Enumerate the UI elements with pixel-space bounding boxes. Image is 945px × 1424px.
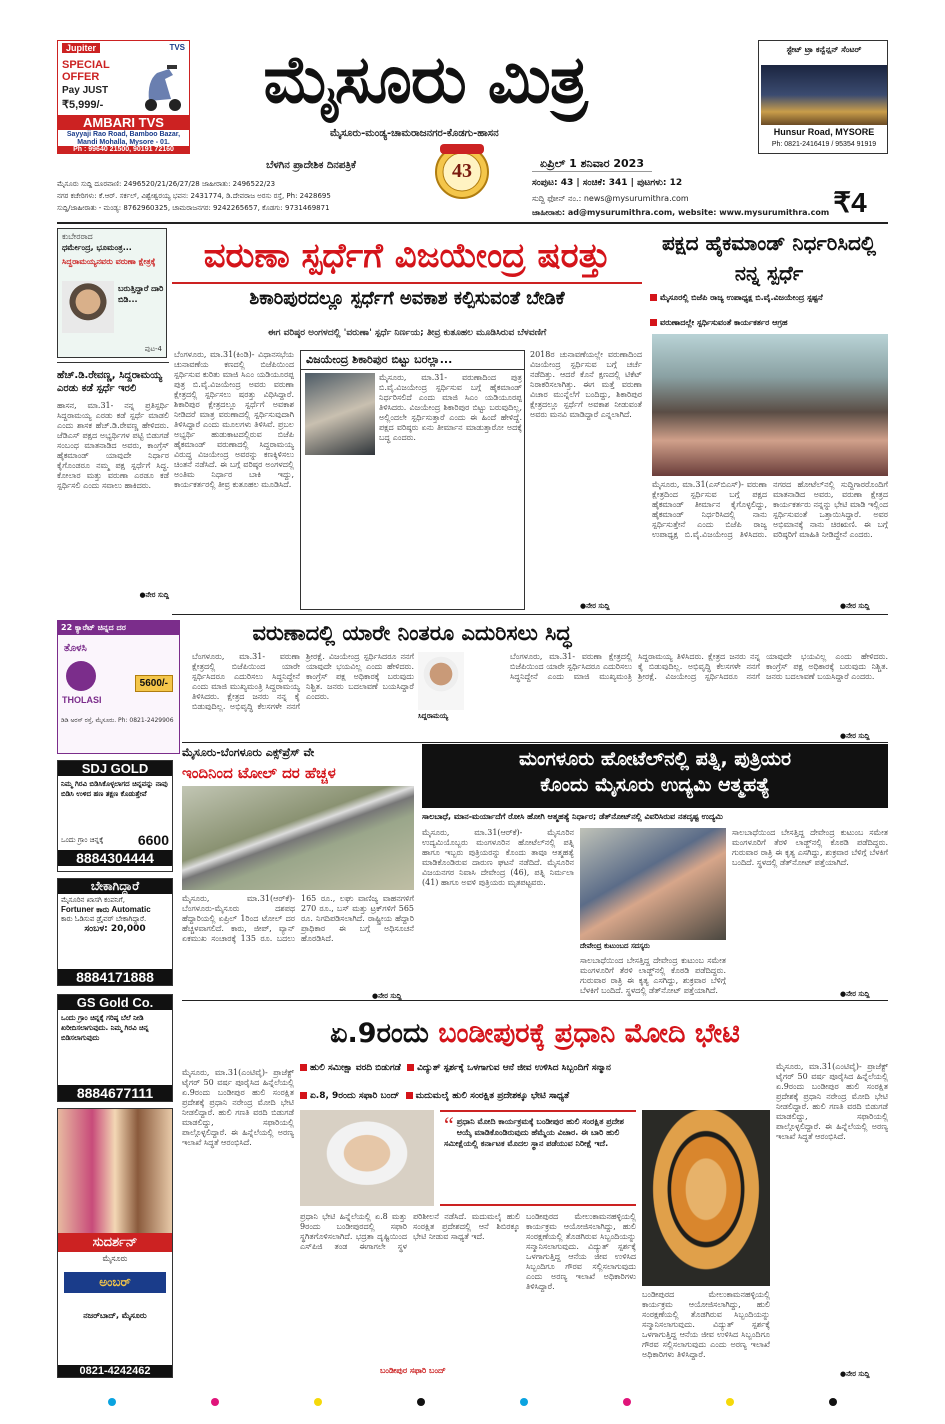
lead-inset	[300, 350, 525, 610]
story2-photo-wrap	[418, 652, 506, 734]
ambar-name: ಅಂಬರ್	[64, 1272, 166, 1293]
side-story-body: ಹಾಸನ, ಮಾ.31- ನನ್ನ ಪ್ರತಿಸ್ಪರ್ಧಿ ಸಿದ್ದರಾಮಯ್ಯ ಎರಡು ಕಡೆ ಸ್ಪರ್ಧೆ ಮಾಡಲಿ ಎಂದು ಶಾಸಕ ಹೆಚ್.ಡಿ.ರೇವಣ್ಣ ಹೇಳಿದರು. ಜೆಡಿಎಸ್ ಪಕ್ಷದ ಅಭ್ಯರ್ಥಿಗಳ ಪಟ್ಟಿ ಬಿಡುಗಡೆ ಸಂಬಂಧ ಮಾತನಾಡಿದ ಅವರು, ಕಾಂಗ್ರೆಸ್ ಹೈಕಮಾಂಡ್ ಯಾವುದೇ ನಿರ್ಧಾರ ಕೈಗೊಂಡರೂ ನಮ್ಮ ಪಕ್ಷ ಸ್ಪರ್ಧೆಗೆ ಸಿದ್ಧ. ಕೋಲಾರ ಮತ್ತು ವರುಣಾ ಎರಡೂ ಕಡೆ ಸ್ಪರ್ಧಿಸಲಿ ಎಂದು ಸವಾಲು ಹಾಕಿದರು.	[57, 401, 169, 490]
sdj-rate-row	[58, 832, 172, 848]
toll-headline: ಇಂದಿನಿಂದ ಟೋಲ್ ದರ ಹೆಚ್ಚಳ	[182, 764, 336, 782]
tholasi-logo-icon	[66, 661, 96, 691]
sudarshan-sub: ಮೈಸೂರು	[102, 1254, 128, 1263]
modi-bullet-2: ವಿದ್ಯುತ್ ಸ್ಪರ್ಶಕ್ಕೆ ಒಳಗಾಗುವ ಆನೆ ಜೀವ ಉಳಿಸಿದ ಸಿಬ್ಬಂದಿಗೆ ಸನ್ಮಾನ	[417, 1063, 611, 1073]
left-box-name: ಸಿದ್ದರಾಮಯ್ಯನವರು ವರುಣಾ ಕ್ಷೇತ್ರಕ್ಕೆ	[62, 257, 156, 266]
suicide-deck: ಸಾಲಬಾಧೆ, ಮಾನ-ಮರ್ಯಾದೆಗೆ ರೋಸಿ ಹೋಗಿ ಆತ್ಮಹತ್ಯೆ ನಿರ್ಧಾರ; ಡೆತ್‌ನೋಟ್‌ನಲ್ಲಿ ವಿವರಿಸಿರುವ ನತದೃಷ್ಟ ಉದ್ಯಮಿ	[422, 812, 723, 821]
tvs-phone: Ph : 99640 21500, 90191 72160	[58, 146, 189, 153]
color-registration-marks	[0, 1398, 945, 1408]
gold-ad-brand-en: THOLASI	[62, 695, 102, 705]
lead-body-1: ಬೆಂಗಳೂರು, ಮಾ.31(ಕಿಂಡಿ)- ವಿಧಾನಸಭೆಯ ಚುನಾವಣೆಯ ಕಣದಲ್ಲಿ ಬಿಜೆಪಿಯಿಂದ ಸ್ಪರ್ಧಿಸುವ ಕುರಿತು ಮಾಜಿ ಸಿಎಂ ಯಡಿಯೂರಪ್ಪ ಪುತ್ರ ಬಿ.ವೈ.ವಿಜಯೇಂದ್ರ ಅವರು ವರುಣಾ ಕ್ಷೇತ್ರದಲ್ಲಿ ಸ್ಪರ್ಧಿಸಲು ಷರತ್ತು ವಿಧಿಸಿದ್ದಾರೆ. ಶಿಕಾರಿಪುರ ಕ್ಷೇತ್ರದಲ್ಲೂ ಸ್ಪರ್ಧೆಗೆ ಅವಕಾಶ ನೀಡಿದರೆ ಮಾತ್ರ ವರುಣಾದಲ್ಲಿ ಸ್ಪರ್ಧಿಸುವುದಾಗಿ ತಿಳಿಸಿದ್ದಾರೆ ಎಂದು ಮೂಲಗಳು ತಿಳಿಸಿವೆ. ಪ್ರಬಲ ಅಭ್ಯರ್ಥಿ ಹುಡುಕಾಟದಲ್ಲಿರುವ ಬಿಜೆಪಿ ಹೈಕಮಾಂಡ್ ವರುಣಾದಲ್ಲಿ ಸಿದ್ದರಾಮಯ್ಯ ವಿರುದ್ಧ ವಿಜಯೇಂದ್ರ ಅವರನ್ನು ಕಣಕ್ಕಿಳಿಸಲು ಚಿಂತನೆ ನಡೆಸಿದೆ. ಈ ಬಗ್ಗೆ ವರಿಷ್ಠರ ಅಂಗಳದಲ್ಲಿ ಅಂತಿಮ ನಿರ್ಧಾರ ಬಾಕಿ ಇದ್ದು, ಕಾರ್ಯಕರ್ತರಲ್ಲಿ ತೀವ್ರ ಕುತೂಹಲ ಮೂಡಿಸಿದೆ.	[174, 350, 294, 489]
right-story-sub-2: ವರುಣಾದಲ್ಲೇ ಸ್ಪರ್ಧಿಸುವಂತೆ ಕಾರ್ಯಕರ್ತರ ಆಗ್ರಹ	[660, 318, 788, 327]
gs-phone[interactable]: 8884677111	[58, 1085, 172, 1101]
bullet-icon	[300, 1064, 307, 1071]
gold-ad-brand: ತೊಳಸಿ	[64, 643, 87, 654]
lead-inset-body-wrap	[305, 373, 522, 605]
right-story-sub	[650, 292, 888, 303]
modi-body-3: ಬಂಡೀಪುರದ ಮೇಲುಕಾಮನಹಳ್ಳಿಯಲ್ಲಿ ಕಾರ್ಯಕ್ರಮ ಆಯೋಜಿಸಲಾಗಿದ್ದು, ಹುಲಿ ಸಂರಕ್ಷಣೆಯಲ್ಲಿ ತೊಡಗಿರುವ ಸಿಬ್ಬಂದಿಯನ್ನು ಸನ್ಮಾನಿಸಲಾಗುವುದು. ವಿದ್ಯುತ್ ಸ್ಪರ್ಶಕ್ಕೆ ಒಳಗಾಗುತ್ತಿದ್ದ ಆನೆಯ ಜೀವ ಉಳಿಸಿದ ಸಿಬ್ಬಂದಿಗೂ ಗೌರವ ಸಲ್ಲಿಸಲಾಗುವುದು ಎಂದು ಅರಣ್ಯ ಇಲಾಖೆ ಅಧಿಕಾರಿಗಳು ತಿಳಿಸಿದ್ದಾರೆ.	[526, 1212, 636, 1291]
sudarshan-name: ಸುದರ್ಶನ್	[58, 1233, 172, 1252]
tvs-price: ₹5,999/-	[62, 99, 104, 111]
modi-photo	[300, 1110, 434, 1206]
tvs-addr2: Mandi Mohalla, Mysore - 01.	[77, 139, 170, 146]
wanted-ad[interactable]	[57, 878, 173, 986]
politician-photo	[62, 281, 114, 333]
modi-bullet-1: ಹುಲಿ ಸಮೀಕ್ಷಾ ವರದಿ ಬಿಡುಗಡೆ	[310, 1063, 401, 1073]
sdj-rate: 6600	[137, 832, 169, 848]
suicide-headline-box	[422, 744, 888, 808]
gold-ad-rate: 5600/-	[135, 675, 173, 692]
left-feature-box[interactable]	[57, 228, 167, 358]
wanted-text-2: Fortuner ಕಾರು Automatic	[61, 905, 151, 914]
modi-body-2: ಪ್ರಧಾನಿ ಭೇಟಿ ಹಿನ್ನೆಲೆಯಲ್ಲಿ ಏ.8 ಮತ್ತು 9ರಂದು ಬಂಡೀಪುರದಲ್ಲಿ ಸಫಾರಿ ಸ್ಥಗಿತಗೊಳಿಸಲಾಗಿದೆ. ಭದ್ರತಾ ದೃಷ್ಟಿಯಿಂದ ಎಸ್‌ಪಿಜಿ ತಂಡ ಈಗಾಗಲೇ ಸ್ಥಳ ಪರಿಶೀಲನೆ ನಡೆಸಿದೆ. ಮದುಮಲೈ ಹುಲಿ ಸಂರಕ್ಷಿತ ಪ್ರದೇಶದಲ್ಲಿ ಆನೆ ಶಿಬಿರಕ್ಕೂ ಭೇಟಿ ನೀಡುವ ಸಾಧ್ಯತೆ ಇದೆ.	[300, 1212, 520, 1251]
modi-body-1: ಮೈಸೂರು, ಮಾ.31(ಎಂಟಿವೈ)- ಪ್ರಾಜೆಕ್ಟ್ ಟೈಗರ್ 50 ವರ್ಷ ಪೂರೈಸಿದ ಹಿನ್ನೆಲೆಯಲ್ಲಿ ಏ.9ರಂದು ಬಂಡೀಪುರ ಹುಲಿ ಸಂರಕ್ಷಿತ ಪ್ರದೇಶಕ್ಕೆ ಪ್ರಧಾನಿ ನರೇಂದ್ರ ಮೋದಿ ಭೇಟಿ ನೀಡಲಿದ್ದಾರೆ. ಹುಲಿ ಗಣತಿ ವರದಿ ಬಿಡುಗಡೆ ಮಾಡಲಿದ್ದು, ಸಫಾರಿಯಲ್ಲಿ ಪಾಲ್ಗೊಳ್ಳಲಿದ್ದಾರೆ. ಈ ಹಿನ್ನೆಲೆಯಲ್ಲಿ ಅರಣ್ಯ ಇಲಾಖೆ ಸಿದ್ಧತೆ ಆರಂಭಿಸಿದೆ.	[182, 1068, 294, 1147]
lead-subheadline: ಶಿಕಾರಿಪುರದಲ್ಲೂ ಸ್ಪರ್ಧೆಗೆ ಅವಕಾಶ ಕಲ್ಪಿಸುವಂತೆ ಬೇಡಿಕೆ	[249, 288, 565, 309]
modi-headline	[182, 1014, 888, 1054]
bullet-icon	[406, 1092, 413, 1099]
price-tag: ₹4	[833, 187, 867, 218]
tvs-brand: AMBARI TVS	[58, 115, 189, 130]
suicide-body-2: ಸಾಲಬಾಧೆಯಿಂದ ಬೇಸತ್ತಿದ್ದ ದೇವೇಂದ್ರ ಕುಟುಂಬ ಸಮೇತ ಮಂಗಳೂರಿಗೆ ತೆರಳಿ ಲಾಡ್ಜ್‌ನಲ್ಲಿ ಕೊಠಡಿ ಪಡೆದಿದ್ದರು. ಗುರುವಾರ ರಾತ್ರಿ ಈ ಕೃತ್ಯ ಎಸಗಿದ್ದು, ಶುಕ್ರವಾರ ಬೆಳಿಗ್ಗೆ ಬೆಳಕಿಗೆ ಬಂದಿದೆ. ಸ್ಥಳದಲ್ಲಿ ಡೆತ್‌ನೋಟ್ ಪತ್ತೆಯಾಗಿದೆ.	[580, 956, 726, 995]
lead-deck: ಈಗ ವರಿಷ್ಠರ ಅಂಗಳದಲ್ಲಿ 'ವರುಣಾ' ಸ್ಪರ್ಧೆ ನಿರ್ಣಯ; ತೀವ್ರ ಕುತೂಹಲ ಮೂಡಿಸಿರುವ ಬೆಳವಣಿಗೆ	[267, 328, 547, 338]
modi-inset-label: ಬಂಡೀಪುರ ಸಫಾರಿ ಬಂದ್	[380, 1366, 446, 1375]
toll-kicker: ಮೈಸೂರು-ಬೆಂಗಳೂರು ಎಕ್ಸ್‌ಪ್ರೆಸ್ ವೇ	[182, 746, 315, 759]
wanted-title: ಬೇಕಾಗಿದ್ದಾರೆ	[58, 879, 172, 894]
quote-icon: “	[444, 1112, 454, 1137]
sdj-text: ನಿಮ್ಮ ಗಿರವಿ ಬಿಡಿಸಿಕೊಳ್ಳಲಾಗದ ಚಿನ್ನವನ್ನು ನಾವು ಬಿಡಿಸಿ ಉಳಿದ ಹಣ ತಕ್ಷಣ ಕೊಡುತ್ತೇವೆ	[61, 780, 168, 798]
modi-quote: ಪ್ರಧಾನಿ ಮೋದಿ ಕಾರ್ಯಕ್ರಮಕ್ಕೆ ಬಂಡೀಪುರ ಹುಲಿ ಸಂರಕ್ಷಿತ ಪ್ರದೇಶ ಆಯ್ಕೆ ಮಾಡಿಕೊಂಡಿರುವುದು ಹೆಮ್ಮೆಯ ವಿಚಾರ. ಈ ಬಾರಿ ಹುಲಿ ಸಮೀಕ್ಷೆಯಲ್ಲಿ ಕರ್ನಾಟಕ ಮೊದಲ ಸ್ಥಾನ ಪಡೆಯುವ ನಿರೀಕ್ಷೆ ಇದೆ.	[444, 1117, 624, 1148]
wanted-text-3: ಕಾರು ಓಡಿಸುವ ಡ್ರೈವರ್ ಬೇಕಾಗಿದ್ದಾರೆ.	[61, 915, 147, 923]
sdj-phone[interactable]: 8884304444	[58, 850, 172, 866]
left-box-line: ಧರ್ಮೇಂದ್ರ, ಭೂಮಂತ್ರ...	[62, 243, 132, 252]
scooter-icon	[141, 61, 185, 113]
couple-photo	[58, 1109, 172, 1233]
story2-headline: ವರುಣಾದಲ್ಲಿ ಯಾರೇ ನಿಂತರೂ ಎದುರಿಸಲು ಸಿದ್ಧ	[252, 621, 572, 645]
family-photo	[580, 828, 726, 940]
story2-byline: ●ನೇರ ಸುದ್ದಿ	[840, 732, 870, 740]
issue-date: ಏಪ್ರಿಲ್ 1 ಶನಿವಾರ 2023	[532, 157, 652, 172]
modi-bullets-2	[300, 1090, 770, 1103]
tvs-logo-icon: TVS	[169, 43, 185, 52]
gs-title: GS Gold Co.	[58, 995, 172, 1010]
crowd-photo	[652, 334, 888, 476]
sdj-title: SDJ GOLD	[58, 761, 172, 776]
tvs-offer: SPECIAL OFFER	[62, 59, 110, 83]
left-box-page[interactable]: ಪುಟ-4	[144, 345, 162, 353]
toll-byline: ●ನೇರ ಸುದ್ದಿ	[372, 992, 402, 1000]
modi-bullets-1	[300, 1062, 770, 1075]
hotel-ad-place: Hunsur Road, MYSORE	[773, 127, 875, 137]
lead-body-3: 2018ರ ಚುನಾವಣೆಯಲ್ಲೇ ವರುಣಾದಿಂದ ವಿಜಯೇಂದ್ರ ಸ್ಪರ್ಧಿಸುವ ಬಗ್ಗೆ ಚರ್ಚೆ ನಡೆದಿತ್ತು. ಆದರೆ ಕೊನೆ ಕ್ಷಣದಲ್ಲಿ ಟಿಕೆಟ್ ನಿರಾಕರಿಸಲಾಗಿತ್ತು. ಈಗ ಮತ್ತೆ ವರುಣಾ ವಿಚಾರ ಮುನ್ನೆಲೆಗೆ ಬಂದಿದ್ದು, ಶಿಕಾರಿಪುರ ಕ್ಷೇತ್ರದಲ್ಲೂ ಸ್ಪರ್ಧೆಗೆ ಅವಕಾಶ ನೀಡುವಂತೆ ಅವರು ಮನವಿ ಮಾಡಿದ್ದಾರೆ ಎನ್ನಲಾಗಿದೆ.	[530, 350, 642, 419]
press-meet-photo	[305, 373, 375, 455]
story2-body-b: ಬೆಂಗಳೂರು, ಮಾ.31- ವರುಣಾ ಕ್ಷೇತ್ರದಲ್ಲಿ ಬಿಜೆಪಿಯಿಂದ ಯಾರೇ ಸ್ಪರ್ಧಿಸಿದರೂ ಎದುರಿಸಲು ಸಿದ್ಧನಿದ್ದೇನೆ ಎಂದು ಮಾಜಿ ಮುಖ್ಯಮಂತ್ರಿ ಸಿದ್ದರಾಮಯ್ಯ ತಿಳಿಸಿದರು. ಕ್ಷೇತ್ರದ ಜನರು ನನ್ನ ಕೈ ಬಿಡುವುದಿಲ್ಲ. ಅಭಿವೃದ್ಧಿ ಕೆಲಸಗಳೇ ನನಗೆ ಶ್ರೀರಕ್ಷೆ. ವಿಜಯೇಂದ್ರ ಸ್ಪರ್ಧಿಸಿದರೂ ನನಗೆ ಯಾವುದೇ ಭಯವಿಲ್ಲ ಎಂದು ಹೇಳಿದರು. ಕಾಂಗ್ರೆಸ್ ಪಕ್ಷ ಅಧಿಕಾರಕ್ಕೆ ಬರುವುದು ನಿಶ್ಚಿತ. ಜನರು ಬದಲಾವಣೆ ಬಯಸಿದ್ದಾರೆ ಎಂದರು.	[510, 652, 888, 681]
wanted-text-1: ಮೈಸೂರಿನ ಖಾಸಗಿ ಕಂಪನಿಗೆ,	[61, 896, 125, 904]
modi-headline-pre: ಏ.9ರಂದು	[330, 1018, 429, 1049]
masthead-tagline: ಬೆಳಗಿನ ಪ್ರಾದೇಶಿಕ ದಿನಪತ್ರಿಕೆ	[266, 160, 356, 171]
modi-quote-box	[440, 1110, 636, 1206]
anniversary-number: 43	[452, 160, 472, 182]
lead-inset-title: ವಿಜಯೇಂದ್ರ ಶಿಕಾರಿಪುರ ಬಿಟ್ಟು ಬರಲ್ಲಾ...	[301, 351, 524, 370]
tvs-ad[interactable]	[57, 40, 190, 154]
masthead-phones-1: ಮೈಸೂರು ಸುದ್ದಿ ದೂರವಾಣಿ: 2496520/21/26/27/28 ಜಾಹೀರಾತು: 2496522/23	[57, 180, 276, 188]
story2-body-a: ಬೆಂಗಳೂರು, ಮಾ.31- ವರುಣಾ ಕ್ಷೇತ್ರದಲ್ಲಿ ಬಿಜೆಪಿಯಿಂದ ಯಾರೇ ಸ್ಪರ್ಧಿಸಿದರೂ ಎದುರಿಸಲು ಸಿದ್ಧನಿದ್ದೇನೆ ಎಂದು ಮಾಜಿ ಮುಖ್ಯಮಂತ್ರಿ ಸಿದ್ದರಾಮಯ್ಯ ತಿಳಿಸಿದರು. ಕ್ಷೇತ್ರದ ಜನರು ನನ್ನ ಕೈ ಬಿಡುವುದಿಲ್ಲ. ಅಭಿವೃದ್ಧಿ ಕೆಲಸಗಳೇ ನನಗೆ ಶ್ರೀರಕ್ಷೆ. ವಿಜಯೇಂದ್ರ ಸ್ಪರ್ಧಿಸಿದರೂ ನನಗೆ ಯಾವುದೇ ಭಯವಿಲ್ಲ ಎಂದು ಹೇಳಿದರು. ಕಾಂಗ್ರೆಸ್ ಪಕ್ಷ ಅಧಿಕಾರಕ್ಕೆ ಬರುವುದು ನಿಶ್ಚಿತ. ಜನರು ಬದಲಾವಣೆ ಬಯಸಿದ್ದಾರೆ ಎಂದರು.	[192, 652, 414, 711]
masthead-subtitle: ಮೈಸೂರು-ಮಂಡ್ಯ-ಚಾಮರಾಜನಗರ-ಕೊಡಗು-ಹಾಸನ	[330, 128, 499, 139]
tvs-ad-top: Jupiter	[62, 43, 100, 53]
lead-inset-body: ಮೈಸೂರು, ಮಾ.31- ವರುಣಾದಿಂದ ಪುತ್ರ ಬಿ.ವೈ.ವಿಜಯೇಂದ್ರ ಸ್ಪರ್ಧಿಸುವ ಬಗ್ಗೆ ಹೈಕಮಾಂಡ್ ನಿರ್ಧರಿಸಲಿದೆ ಎಂದು ಮಾಜಿ ಸಿಎಂ ಯಡಿಯೂರಪ್ಪ ತಿಳಿಸಿದರು. ವಿಜಯೇಂದ್ರ ಶಿಕಾರಿಪುರ ಬಿಟ್ಟು ಬರುವುದಿಲ್ಲ, ಅಲ್ಲಿಂದಲೇ ಸ್ಪರ್ಧಿಸುತ್ತಾರೆ ಎಂದು ಈ ಹಿಂದೆ ಹೇಳಿದ್ದೆ. ಪಕ್ಷದ ವರಿಷ್ಠರು ಏನು ತೀರ್ಮಾನ ಮಾಡುತ್ತಾರೋ ಅದಕ್ಕೆ ಬದ್ಧ ಎಂದರು.	[379, 373, 522, 442]
sdj-gold-ad[interactable]	[57, 760, 173, 872]
hotel-ad[interactable]	[758, 40, 888, 154]
news-email[interactable]: ಸುದ್ದಿ ಫೋನ್ ನಂ.: news@mysurumithra.com	[532, 194, 689, 203]
gold-ad-title: 22 ಕ್ಯಾರೆಟ್ ಚಿನ್ನದ ದರ	[58, 621, 179, 635]
tiger-photo	[642, 1110, 770, 1286]
modi-body-4: ಬಂಡೀಪುರದ ಮೇಲುಕಾಮನಹಳ್ಳಿಯಲ್ಲಿ ಕಾರ್ಯಕ್ರಮ ಆಯೋಜಿಸಲಾಗಿದ್ದು, ಹುಲಿ ಸಂರಕ್ಷಣೆಯಲ್ಲಿ ತೊಡಗಿರುವ ಸಿಬ್ಬಂದಿಯನ್ನು ಸನ್ಮಾನಿಸಲಾಗುವುದು. ವಿದ್ಯುತ್ ಸ್ಪರ್ಶಕ್ಕೆ ಒಳಗಾಗುತ್ತಿದ್ದ ಆನೆಯ ಜೀವ ಉಳಿಸಿದ ಸಿಬ್ಬಂದಿಗೂ ಗೌರವ ಸಲ್ಲಿಸಲಾಗುವುದು ಎಂದು ಅರಣ್ಯ ಇಲಾಖೆ ಅಧಿಕಾರಿಗಳು ತಿಳಿಸಿದ್ದಾರೆ.	[642, 1290, 770, 1359]
modi-byline: ●ನೇರ ಸುದ್ದಿ	[840, 1370, 870, 1378]
masthead-rule	[57, 222, 888, 224]
side-story	[57, 362, 169, 612]
gs-text: ಒಂದು ಗ್ರಾಂ ಚಿನ್ನಕ್ಕೆ ಗರಿಷ್ಠ ಬೆಲೆ ನೀಡಿ ಖರೀದಿಸಲಾಗುವುದು. ನಿಮ್ಮ ಗಿರವಿ ಚಿನ್ನ ಬಿಡಿಸಲಾಗುವುದು	[61, 1014, 149, 1042]
siddaramaiah-photo	[418, 652, 464, 710]
masthead-volume: ಸಂಪುಟ: 43 | ಸಂಚಿಕೆ: 341 | ಪುಟಗಳು: 12	[532, 178, 683, 188]
modi-headline-main: ಬಂಡೀಪುರಕ್ಕೆ ಪ್ರಧಾನಿ ಮೋದಿ ಭೇಟಿ	[438, 1018, 740, 1049]
bullet-icon	[650, 319, 657, 326]
right-story-sub-1: ಮೈಸೂರಲ್ಲಿ ಬಿಜೆಪಿ ರಾಜ್ಯ ಉಪಾಧ್ಯಕ್ಷ ಬಿ.ವೈ.ವಿಜಯೇಂದ್ರ ಸ್ಪಷ್ಟನೆ	[660, 293, 823, 302]
section-rule-3	[182, 1000, 888, 1001]
masthead-title: ಮೈಸೂರು ಮಿತ್ರ	[263, 41, 587, 118]
suicide-byline: ●ನೇರ ಸುದ್ದಿ	[840, 990, 870, 998]
left-box-quote: ಬರುತ್ತಿದ್ದಾರೆ ದಾರಿ ಬಿಡಿ...	[118, 284, 164, 304]
bullet-icon	[650, 294, 657, 301]
expressway-photo	[182, 786, 414, 890]
masthead-phones-3: ಸುದ್ದಿ/ಜಾಹೀರಾತು - ಮಂಡ್ಯ: 8762960325, ಚಾಮರಾಜನಗರ: 9242265657, ಕೊಡಗು: 9731469871	[57, 204, 330, 212]
side-story-byline: ●ನೇರ ಸುದ್ದಿ	[139, 591, 169, 599]
suicide-headline-1: ಮಂಗಳೂರು ಹೋಟೆಲ್‌ನಲ್ಲಿ ಪತ್ನಿ, ಪುತ್ರಿಯರ	[518, 748, 792, 770]
sudarshan-ad[interactable]	[57, 1108, 173, 1378]
right-story-byline: ●ನೇರ ಸುದ್ದಿ	[840, 602, 870, 610]
suicide-body-1: ಮೈಸೂರು, ಮಾ.31(ಆರ್‌ಕೆ)- ಮೈಸೂರಿನ ಉದ್ಯಮಿಯೊಬ್ಬರು ಮಂಗಳೂರಿನ ಹೋಟೆಲ್‌ನಲ್ಲಿ ಪತ್ನಿ ಹಾಗೂ ಇಬ್ಬರು ಪುತ್ರಿಯರನ್ನು ಕೊಂದು ತಾವೂ ಆತ್ಮಹತ್ಯೆ ಮಾಡಿಕೊಂಡಿರುವ ದಾರುಣ ಘಟನೆ ನಡೆದಿದೆ. ಮೈಸೂರಿನ ವಿಜಯನಗರ ನಿವಾಸಿ ದೇವೇಂದ್ರ (46), ಪತ್ನಿ ನಿರ್ಮಲಾ (41) ಹಾಗೂ ಅವಳಿ ಪುತ್ರಿಯರು ಮೃತಪಟ್ಟವರು.	[422, 828, 574, 887]
modi-bullet-4: ಮದುಮಲೈ ಹುಲಿ ಸಂರಕ್ಷಿತ ಪ್ರದೇಶಕ್ಕೂ ಭೇಟಿ ಸಾಧ್ಯತೆ	[415, 1091, 570, 1101]
side-story-title: ಹೆಚ್.ಡಿ.ರೇವಣ್ಣ, ಸಿದ್ದರಾಮಯ್ಯ ಎರಡು ಕಡೆ ಸ್ಪರ್ಧೆ ಇರಲಿ	[57, 370, 163, 394]
tholasi-gold-ad[interactable]	[57, 620, 180, 754]
ad-email[interactable]: ಜಾಹೀರಾತು: ad@mysurumithra.com, website: www.mysurumithra.com	[532, 208, 830, 217]
gs-gold-ad[interactable]	[57, 994, 173, 1102]
tvs-pay: Pay JUST	[62, 85, 109, 96]
gold-ad-addr: ಡಿಡಿ ಅರಸ್ ರಸ್ತೆ, ಮೈಸೂರು. Ph: 0821-2429906	[61, 717, 174, 724]
hotel-ad-title: ಸ್ಟೇಟ್ ಟ್ರಾ ಕನ್ವೆನ್ಷನ್ ಸೆಂಟರ್	[786, 45, 862, 54]
tvs-addr1: Sayyaji Rao Road, Bamboo Bazar,	[66, 131, 181, 138]
wanted-salary: ಸಂಬಳ: 20,000	[84, 924, 146, 934]
lead-byline: ●ನೇರ ಸುದ್ದಿ	[580, 602, 610, 610]
right-story-sub-b	[650, 318, 888, 328]
modi-bullet-3: ಏ.8, 9ರಂದು ಸಫಾರಿ ಬಂದ್	[310, 1091, 400, 1101]
footer-addr: ನಜರ್‌ಬಾದ್, ಮೈಸೂರು	[83, 1311, 147, 1320]
right-story-body: ಮೈಸೂರು, ಮಾ.31(ಎಸ್‌ಬಿಎಸ್)- ವರುಣಾ ಕ್ಷೇತ್ರದಿಂದ ಸ್ಪರ್ಧಿಸುವ ಬಗ್ಗೆ ಪಕ್ಷದ ಹೈಕಮಾಂಡ್ ತೀರ್ಮಾನ ಕೈಗೊಳ್ಳಲಿದ್ದು, ಹೈಕಮಾಂಡ್ ನಿರ್ಧರಿಸಿದಲ್ಲಿ ನಾನು ಸ್ಪರ್ಧಿಸುತ್ತೇನೆ ಎಂದು ಬಿಜೆಪಿ ರಾಜ್ಯ ಉಪಾಧ್ಯಕ್ಷ ಬಿ.ವೈ.ವಿಜಯೇಂದ್ರ ತಿಳಿಸಿದರು. ನಗರದ ಹೋಟೆಲ್‌ನಲ್ಲಿ ಸುದ್ದಿಗಾರರೊಂದಿಗೆ ಮಾತನಾಡಿದ ಅವರು, ವರುಣಾ ಕ್ಷೇತ್ರದ ಕಾರ್ಯಕರ್ತರು ನನ್ನನ್ನು ಭೇಟಿ ಮಾಡಿ ಇಲ್ಲಿಂದ ಸ್ಪರ್ಧಿಸುವಂತೆ ಒತ್ತಾಯಿಸಿದ್ದಾರೆ. ಅವರ ಅಭಿಮಾನಕ್ಕೆ ನಾನು ಚಿರಋಣಿ. ಈ ಬಗ್ಗೆ ವರಿಷ್ಠರಿಗೆ ಮಾಹಿತಿ ನೀಡಿದ್ದೇನೆ ಎಂದರು.	[652, 480, 888, 539]
modi-body-5: ಮೈಸೂರು, ಮಾ.31(ಎಂಟಿವೈ)- ಪ್ರಾಜೆಕ್ಟ್ ಟೈಗರ್ 50 ವರ್ಷ ಪೂರೈಸಿದ ಹಿನ್ನೆಲೆಯಲ್ಲಿ ಏ.9ರಂದು ಬಂಡೀಪುರ ಹುಲಿ ಸಂರಕ್ಷಿತ ಪ್ರದೇಶಕ್ಕೆ ಪ್ರಧಾನಿ ನರೇಂದ್ರ ಮೋದಿ ಭೇಟಿ ನೀಡಲಿದ್ದಾರೆ. ಹುಲಿ ಗಣತಿ ವರದಿ ಬಿಡುಗಡೆ ಮಾಡಲಿದ್ದು, ಸಫಾರಿಯಲ್ಲಿ ಪಾಲ್ಗೊಳ್ಳಲಿದ್ದಾರೆ. ಈ ಹಿನ್ನೆಲೆಯಲ್ಲಿ ಅರಣ್ಯ ಇಲಾಖೆ ಸಿದ್ಧತೆ ಆರಂಭಿಸಿದೆ.	[776, 1062, 888, 1141]
suicide-body-3: ಸಾಲಬಾಧೆಯಿಂದ ಬೇಸತ್ತಿದ್ದ ದೇವೇಂದ್ರ ಕುಟುಂಬ ಸಮೇತ ಮಂಗಳೂರಿಗೆ ತೆರಳಿ ಲಾಡ್ಜ್‌ನಲ್ಲಿ ಕೊಠಡಿ ಪಡೆದಿದ್ದರು. ಗುರುವಾರ ರಾತ್ರಿ ಈ ಕೃತ್ಯ ಎಸಗಿದ್ದು, ಶುಕ್ರವಾರ ಬೆಳಿಗ್ಗೆ ಬೆಳಕಿಗೆ ಬಂದಿದೆ. ಸ್ಥಳದಲ್ಲಿ ಡೆತ್‌ನೋಟ್ ಪತ್ತೆಯಾಗಿದೆ.	[732, 828, 888, 867]
suicide-caption: ದೇವೇಂದ್ರ ಕುಟುಂಬದ ಸದಸ್ಯರು	[580, 942, 650, 950]
bullet-icon	[407, 1064, 414, 1071]
hotel-ad-phone: Ph: 0821-2416419 / 95354 91919	[771, 141, 877, 148]
sdj-rate-label: ಒಂದು ಗ್ರಾಂ ಚಿನ್ನಕ್ಕೆ	[61, 835, 104, 844]
anniversary-badge	[434, 140, 490, 202]
lead-headline: ವರುಣಾ ಸ್ಪರ್ಧೆಗೆ ವಿಜಯೇಂದ್ರ ಷರತ್ತು	[172, 228, 642, 284]
footer-phone[interactable]: 0821-4242462	[58, 1365, 172, 1377]
suicide-headline-2: ಕೊಂದು ಮೈಸೂರು ಉದ್ಯಮಿ ಆತ್ಮಹತ್ಯೆ	[540, 773, 770, 796]
bullet-icon	[300, 1092, 307, 1099]
left-box-kicker: ಕುಬೇರರಾದ	[62, 232, 93, 241]
story2-caption: ಸಿದ್ದರಾಮಯ್ಯ	[418, 712, 449, 720]
section-rule-1	[172, 614, 888, 615]
masthead-phones-2: ನಗರ ಕಚೇರಿಗಳು: ಕೆ.ಆರ್. ಸರ್ಕಲ್, ವಿಶ್ವೇಶ್ವರಯ್ಯ ಭವನ: 2431774, ಡಿ.ದೇವರಾಜ ಅರಸು ರಸ್ತೆ, Ph: 2428695	[57, 192, 331, 200]
section-rule-2	[182, 742, 888, 743]
toll-body: ಮೈಸೂರು, ಮಾ.31(ಆರ್‌ಕೆ)- ಬೆಂಗಳೂರು-ಮೈಸೂರು ದಶಪಥ ಹೆದ್ದಾರಿಯಲ್ಲಿ ಏಪ್ರಿಲ್ 1ರಿಂದ ಟೋಲ್ ದರ ಹೆಚ್ಚಳವಾಗಲಿದೆ. ಕಾರು, ಜೀಪ್, ವ್ಯಾನ್ ಏಕಮುಖ ಸಂಚಾರಕ್ಕೆ 135 ರೂ. ಬದಲು 165 ರೂ., ಲಘು ವಾಣಿಜ್ಯ ವಾಹನಗಳಿಗೆ 270 ರೂ., ಬಸ್ ಮತ್ತು ಟ್ರಕ್‌ಗಳಿಗೆ 565 ರೂ. ನಿಗದಿಪಡಿಸಲಾಗಿದೆ. ರಾಷ್ಟ್ರೀಯ ಹೆದ್ದಾರಿ ಪ್ರಾಧಿಕಾರ ಈ ಬಗ್ಗೆ ಅಧಿಸೂಚನೆ ಹೊರಡಿಸಿದೆ.	[182, 894, 414, 943]
right-story-headline: ಪಕ್ಷದ ಹೈಕಮಾಂಡ್ ನಿರ್ಧರಿಸಿದಲ್ಲಿ ನನ್ನ ಸ್ಪರ್ಧೆ	[661, 231, 877, 285]
hotel-photo	[761, 65, 887, 125]
wanted-phone[interactable]: 8884171888	[58, 969, 172, 985]
